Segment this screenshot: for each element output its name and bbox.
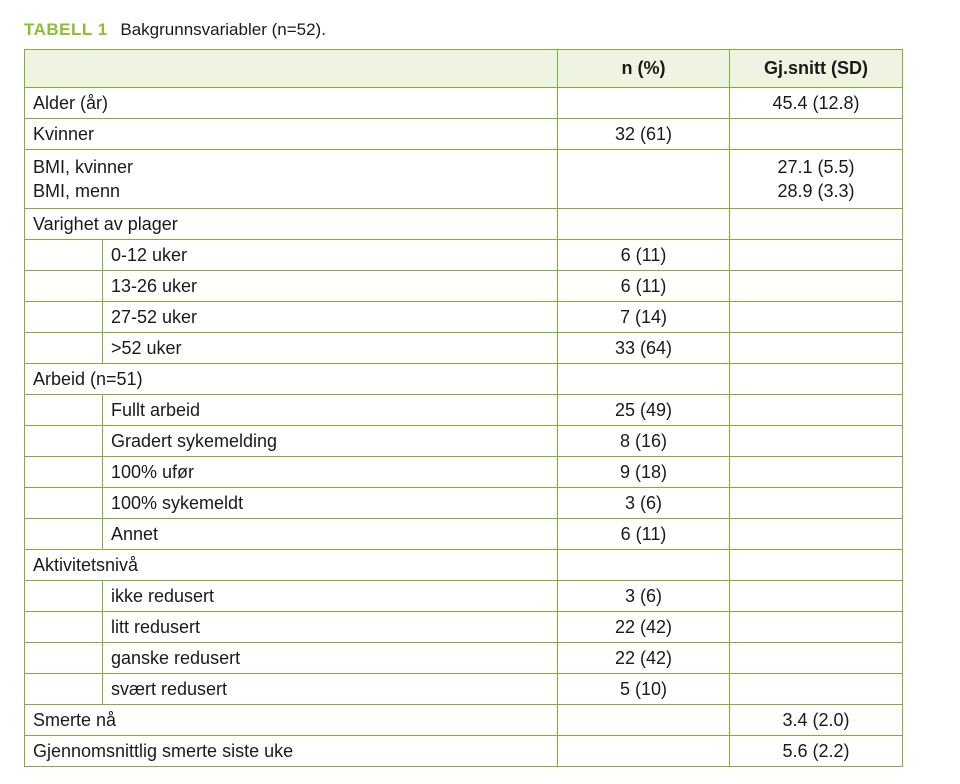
cell-mean-sd (730, 271, 903, 302)
table-row (25, 395, 903, 426)
row-label: Aktivitetsnivå (25, 550, 558, 581)
table-row (25, 550, 903, 581)
row-label-line: BMI, kvinner (33, 157, 134, 177)
indent-cell (25, 333, 103, 364)
row-sublabel: 13-26 uker (103, 271, 558, 302)
indent-cell (25, 581, 103, 612)
table-row (25, 88, 903, 119)
header-mean-sd: Gj.snitt (SD) (730, 50, 903, 88)
mean-sd-line: 27.1 (5.5) (777, 157, 855, 177)
row-sublabel: ikke redusert (103, 581, 558, 612)
cell-mean-sd (730, 488, 903, 519)
background-variables-table (24, 49, 903, 767)
row-sublabel: Gradert sykemelding (103, 426, 558, 457)
row-label (25, 150, 558, 209)
row-sublabel: ganske redusert (103, 643, 558, 674)
table-row (25, 364, 903, 395)
cell-n-percent: 7 (14) (558, 302, 730, 333)
cell-n-percent (558, 705, 730, 736)
table-row (25, 119, 903, 150)
indent-cell (25, 426, 103, 457)
indent-cell (25, 302, 103, 333)
table-row (25, 240, 903, 271)
header-n-percent: n (%) (558, 50, 730, 88)
cell-n-percent (558, 550, 730, 581)
table-body (25, 88, 903, 767)
cell-n-percent: 22 (42) (558, 612, 730, 643)
cell-mean-sd (730, 674, 903, 705)
table-row (25, 302, 903, 333)
table-row (25, 519, 903, 550)
cell-n-percent (558, 150, 730, 209)
cell-mean-sd (730, 550, 903, 581)
cell-n-percent: 6 (11) (558, 519, 730, 550)
cell-n-percent: 6 (11) (558, 271, 730, 302)
cell-n-percent (558, 209, 730, 240)
table-row (25, 674, 903, 705)
table-header-row (25, 50, 903, 88)
cell-mean-sd (730, 519, 903, 550)
cell-n-percent: 9 (18) (558, 457, 730, 488)
cell-mean-sd (730, 581, 903, 612)
table-row (25, 150, 903, 209)
row-label-line: BMI, menn (33, 181, 121, 201)
table-row (25, 457, 903, 488)
row-sublabel: svært redusert (103, 674, 558, 705)
table-caption (24, 20, 326, 40)
table-row (25, 705, 903, 736)
indent-cell (25, 395, 103, 426)
row-label: Smerte nå (25, 705, 558, 736)
cell-n-percent: 3 (6) (558, 488, 730, 519)
indent-cell (25, 457, 103, 488)
cell-mean-sd: 5.6 (2.2) (730, 736, 903, 767)
cell-mean-sd (730, 457, 903, 488)
table-row (25, 488, 903, 519)
cell-n-percent: 6 (11) (558, 240, 730, 271)
cell-n-percent: 25 (49) (558, 395, 730, 426)
cell-mean-sd (730, 150, 903, 209)
cell-mean-sd (730, 302, 903, 333)
row-sublabel: 100% ufør (103, 457, 558, 488)
table-row (25, 581, 903, 612)
cell-n-percent (558, 736, 730, 767)
row-sublabel: 27-52 uker (103, 302, 558, 333)
table-row (25, 643, 903, 674)
row-sublabel: Annet (103, 519, 558, 550)
indent-cell (25, 643, 103, 674)
cell-n-percent: 33 (64) (558, 333, 730, 364)
cell-n-percent: 32 (61) (558, 119, 730, 150)
row-sublabel: litt redusert (103, 612, 558, 643)
table-title: Bakgrunnsvariabler (n=52). (120, 20, 326, 39)
cell-n-percent: 22 (42) (558, 643, 730, 674)
cell-mean-sd (730, 426, 903, 457)
row-sublabel: >52 uker (103, 333, 558, 364)
table-row (25, 612, 903, 643)
row-label: Kvinner (25, 119, 558, 150)
cell-n-percent (558, 88, 730, 119)
cell-mean-sd (730, 643, 903, 674)
row-label: Varighet av plager (25, 209, 558, 240)
row-label: Arbeid (n=51) (25, 364, 558, 395)
cell-n-percent: 8 (16) (558, 426, 730, 457)
indent-cell (25, 674, 103, 705)
row-sublabel: 100% sykemeldt (103, 488, 558, 519)
row-sublabel: 0-12 uker (103, 240, 558, 271)
indent-cell (25, 488, 103, 519)
table-row (25, 271, 903, 302)
indent-cell (25, 271, 103, 302)
header-label-cell (25, 50, 558, 88)
row-label: Alder (år) (25, 88, 558, 119)
cell-mean-sd (730, 119, 903, 150)
row-sublabel: Fullt arbeid (103, 395, 558, 426)
cell-mean-sd (730, 209, 903, 240)
table-number: TABELL 1 (24, 20, 108, 39)
cell-n-percent (558, 364, 730, 395)
table-row (25, 426, 903, 457)
table-row (25, 209, 903, 240)
mean-sd-line: 28.9 (3.3) (777, 181, 855, 201)
indent-cell (25, 612, 103, 643)
cell-mean-sd (730, 364, 903, 395)
table-row (25, 736, 903, 767)
row-label: Gjennomsnittlig smerte siste uke (25, 736, 558, 767)
indent-cell (25, 240, 103, 271)
cell-n-percent: 3 (6) (558, 581, 730, 612)
indent-cell (25, 519, 103, 550)
cell-n-percent: 5 (10) (558, 674, 730, 705)
cell-mean-sd: 3.4 (2.0) (730, 705, 903, 736)
cell-mean-sd (730, 612, 903, 643)
cell-mean-sd (730, 395, 903, 426)
cell-mean-sd (730, 240, 903, 271)
cell-mean-sd (730, 333, 903, 364)
cell-mean-sd: 45.4 (12.8) (730, 88, 903, 119)
table-row (25, 333, 903, 364)
